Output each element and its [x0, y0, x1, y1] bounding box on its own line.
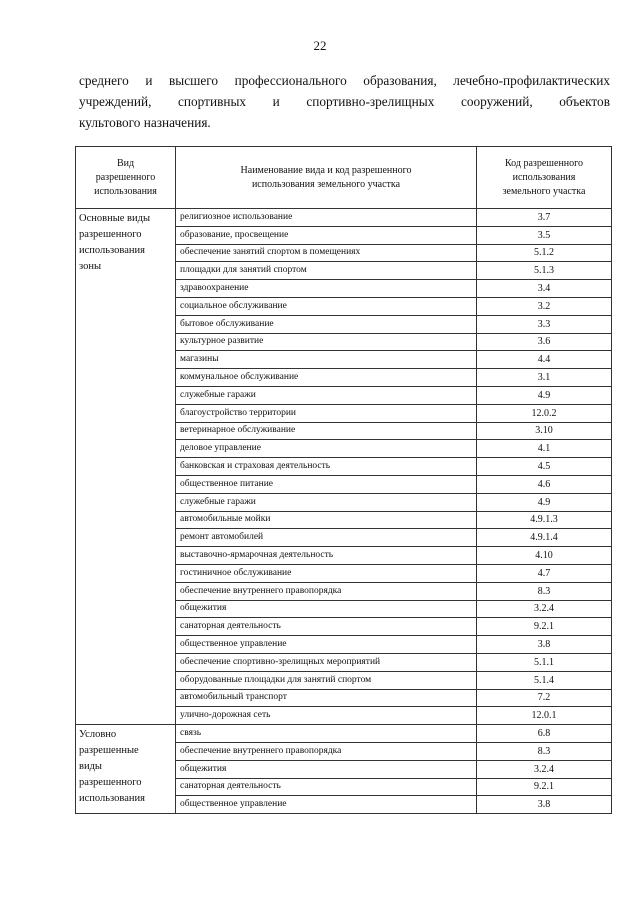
use-type-name: банковская и страховая деятельность	[176, 458, 477, 476]
use-type-code: 4.4	[477, 351, 612, 369]
header-line: разрешенного	[95, 171, 156, 183]
use-type-name: религиозное использование	[176, 209, 477, 227]
use-type-code: 4.6	[477, 475, 612, 493]
header-line: использования	[94, 185, 157, 197]
use-type-name: связь	[176, 725, 477, 743]
use-type-code: 12.0.1	[477, 707, 612, 725]
use-type-name: автомобильный транспорт	[176, 689, 477, 707]
use-type-code: 8.3	[477, 742, 612, 760]
use-type-code: 6.8	[477, 725, 612, 743]
use-type-code: 3.6	[477, 333, 612, 351]
use-type-code: 9.2.1	[477, 778, 612, 796]
intro-paragraph	[79, 70, 610, 133]
group-label-line: использования	[79, 793, 145, 805]
use-type-name: выставочно-ярмарочная деятельность	[176, 547, 477, 565]
header-use-type	[76, 147, 176, 209]
use-type-name: обеспечение занятий спортом в помещениях	[176, 244, 477, 262]
use-type-code: 5.1.1	[477, 653, 612, 671]
header-line: использования	[512, 171, 576, 183]
use-type-code: 4.9.1.4	[477, 529, 612, 547]
use-type-code: 3.3	[477, 315, 612, 333]
use-type-name: ремонт автомобилей	[176, 529, 477, 547]
use-type-code: 4.9	[477, 493, 612, 511]
header-line: земельного участка	[502, 185, 586, 197]
use-type-code: 9.2.1	[477, 618, 612, 636]
use-type-name: деловое управление	[176, 440, 477, 458]
intro-line: учреждений, спортивных и спортивно-зрелищных сооружений, объектов	[79, 94, 610, 109]
group-label-line: Условно	[79, 729, 117, 741]
use-type-name: оборудованные площадки для занятий спортом	[176, 671, 477, 689]
use-type-name: автомобильные мойки	[176, 511, 477, 529]
page-number: 22	[313, 38, 327, 53]
use-type-name: обеспечение внутреннего правопорядка	[176, 582, 477, 600]
table-header-row	[76, 147, 612, 209]
use-type-name: общежития	[176, 600, 477, 618]
use-type-code: 5.1.3	[477, 262, 612, 280]
intro-line: среднего и высшего профессионального образования, лечебно-профилактических	[79, 73, 610, 88]
use-type-name: благоустройство территории	[176, 404, 477, 422]
use-type-name: санаторная деятельность	[176, 778, 477, 796]
use-type-code: 5.1.4	[477, 671, 612, 689]
use-type-name: обеспечение спортивно-зрелищных мероприятий	[176, 653, 477, 671]
group-label-line: зоны	[79, 261, 102, 272]
group-label-line: виды	[79, 761, 102, 773]
use-type-code: 7.2	[477, 689, 612, 707]
group-label-line: Основные виды	[79, 213, 151, 224]
use-type-code: 3.2	[477, 297, 612, 315]
use-type-name: общежития	[176, 760, 477, 778]
use-type-code: 4.10	[477, 547, 612, 565]
use-type-name: гостиничное обслуживание	[176, 564, 477, 582]
header-line: Наименование вида и код разрешенного	[240, 164, 412, 176]
intro-line: культового назначения.	[79, 115, 211, 130]
use-type-code: 5.1.2	[477, 244, 612, 262]
use-type-code: 3.5	[477, 226, 612, 244]
use-type-name: общественное питание	[176, 475, 477, 493]
use-type-name: общественное управление	[176, 796, 477, 814]
use-type-code: 3.8	[477, 636, 612, 654]
use-type-code: 3.4	[477, 280, 612, 298]
use-type-code: 4.9	[477, 386, 612, 404]
table-row	[76, 209, 612, 227]
use-type-name: культурное развитие	[176, 333, 477, 351]
header-name-and-code	[176, 147, 477, 209]
use-type-name: социальное обслуживание	[176, 297, 477, 315]
group-main-uses	[76, 209, 176, 725]
group-label-line: разрешенного	[79, 229, 142, 240]
group-label-line: разрешенного	[79, 777, 142, 789]
group-label-line: использования	[79, 245, 145, 256]
land-use-table	[75, 146, 612, 814]
use-type-name: служебные гаражи	[176, 493, 477, 511]
group-label-line: разрешенные	[79, 745, 139, 757]
use-type-code: 3.8	[477, 796, 612, 814]
use-type-name: санаторная деятельность	[176, 618, 477, 636]
header-line: Вид	[116, 157, 135, 169]
use-type-name: служебные гаражи	[176, 386, 477, 404]
table-row	[76, 725, 612, 743]
use-type-code: 3.2.4	[477, 600, 612, 618]
use-type-code: 3.10	[477, 422, 612, 440]
use-type-name: образование, просвещение	[176, 226, 477, 244]
group-conditional-uses	[76, 725, 176, 814]
use-type-name: магазины	[176, 351, 477, 369]
use-type-code: 4.7	[477, 564, 612, 582]
use-type-name: здравоохранение	[176, 280, 477, 298]
use-type-code: 4.9.1.3	[477, 511, 612, 529]
use-type-name: бытовое обслуживание	[176, 315, 477, 333]
use-type-name: коммунальное обслуживание	[176, 369, 477, 387]
header-line: Код разрешенного	[505, 157, 583, 169]
use-type-code: 3.1	[477, 369, 612, 387]
use-type-code: 12.0.2	[477, 404, 612, 422]
header-line: использования земельного участка	[251, 178, 401, 190]
use-type-name: обеспечение внутреннего правопорядка	[176, 742, 477, 760]
header-code	[477, 147, 612, 209]
use-type-code: 3.2.4	[477, 760, 612, 778]
use-type-code: 8.3	[477, 582, 612, 600]
use-type-code: 4.5	[477, 458, 612, 476]
use-type-name: площадки для занятий спортом	[176, 262, 477, 280]
use-type-code: 4.1	[477, 440, 612, 458]
use-type-name: улично-дорожная сеть	[176, 707, 477, 725]
use-type-name: ветеринарное обслуживание	[176, 422, 477, 440]
use-type-code: 3.7	[477, 209, 612, 227]
use-type-name: общественное управление	[176, 636, 477, 654]
